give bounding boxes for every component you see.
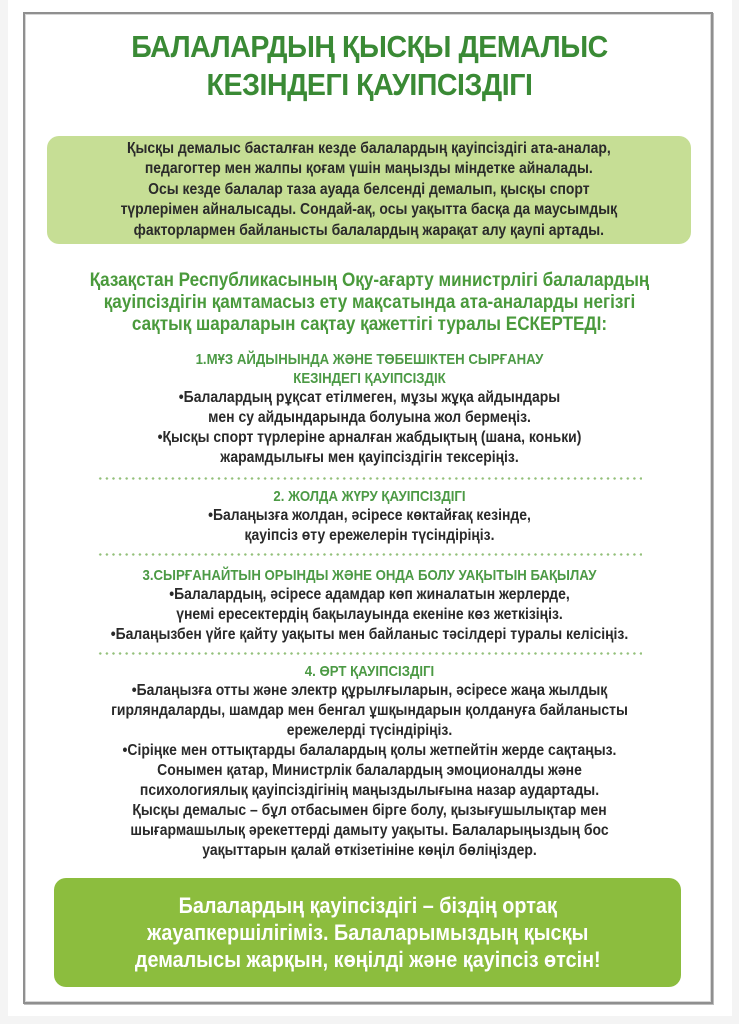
body-line: •Балаңызға отты және электр құрылғыларын, әсіресе жаңа жылдық	[131, 682, 608, 699]
section-body	[73, 681, 666, 861]
title-line-2: КЕЗІНДЕГІ ҚАУІПСІЗДІГІ	[206, 67, 533, 102]
section-road-safety	[60, 487, 679, 546]
intro-line: Қысқы демалыс басталған кезде балалардың қауіпсіздігі ата-аналар,	[127, 139, 611, 157]
closing-message-box	[54, 878, 681, 987]
body-line: психологиялық қауіпсіздігінің маңыздылығына назар аудартады.	[139, 782, 600, 799]
section-heading	[80, 566, 660, 585]
section-heading	[97, 350, 642, 388]
intro-line: педагогтер мен жалпы қоғам үшін маңызды міндетке айналады.	[145, 160, 593, 178]
ministry-warning	[73, 270, 666, 336]
body-line: Сонымен қатар, Министрлік балалардың эмоционалды және	[157, 762, 582, 779]
body-line: қауіпсіз өту ережелерін түсіндіріңіз.	[244, 527, 495, 544]
intro-text	[121, 139, 618, 242]
intro-line: факторлармен байланысты балалардың жарақат алу қаупі артады.	[133, 221, 605, 239]
section-body	[91, 506, 648, 546]
warning-line: Қазақстан Республикасының Оқу-ағарту министрлігі балалардың	[89, 270, 650, 291]
section-heading	[97, 487, 642, 506]
body-line: мен су айдындарында болуына жол бермеңіз.	[208, 409, 531, 426]
heading-line: 4. ӨРТ ҚАУІПСІЗДІГІ	[304, 663, 435, 680]
body-line: •Қысқы спорт түрлеріне арналған жабдықтың (шана, коньки)	[157, 429, 582, 446]
body-line: гирляндаларды, шамдар мен бенгал ұшқындарын қолдануға байланысты	[111, 702, 628, 719]
closing-line: Балалардың қауіпсіздігі – біздің ортақ	[178, 893, 557, 918]
section-body	[73, 585, 666, 645]
dotted-divider	[97, 652, 642, 655]
intro-box	[47, 136, 691, 244]
body-line: Қысқы демалыс – бұл отбасымен бірге болу, қызығушылықтар мен	[132, 802, 607, 819]
closing-line: демалысы жарқын, көңілді және қауіпсіз өтсін!	[134, 947, 601, 972]
warning-line: сақтық шараларын сақтау қажеттігі туралы ЕСКЕРТЕДІ:	[131, 314, 608, 335]
body-line: •Балалардың рұқсат етілмеген, мұзы жұқа айдындары	[178, 389, 561, 406]
heading-line: КЕЗІНДЕГІ ҚАУІПСІЗДІК	[293, 370, 446, 387]
title-line-1: БАЛАЛАРДЫҢ ҚЫСҚЫ ДЕМАЛЫС	[131, 29, 608, 64]
body-line: уақыттарын қалай өткізетініне көңіл бөліңіздер.	[202, 842, 537, 859]
body-line: •Сіріңке мен оттықтарды балалардың қолы жетпейтін жерде сақтаңыз.	[122, 742, 617, 759]
heading-line: 2. ЖОЛДА ЖҮРУ ҚАУІПСІЗДІГІ	[273, 488, 466, 505]
body-line: жарамдылығы мен қауіпсіздігін тексеріңіз.	[220, 449, 519, 466]
warning-line: қауіпсіздігін қамтамасыз ету мақсатында ата-аналарды негізгі	[103, 292, 636, 313]
heading-line: 3.СЫРҒАНАЙТЫН ОРЫНДЫ ЖӘНЕ ОНДА БОЛУ УАҚЫТЫН БАҚЫЛАУ	[142, 567, 597, 584]
intro-line: түрлерімен айналысады. Сондай-ақ, осы уақытта басқа да маусымдық	[120, 201, 618, 219]
body-line: •Балаңызға жолдан, әсіресе көктайғақ кезінде,	[208, 507, 531, 524]
body-line: шығармашылық әрекеттерді дамыту уақыты. Балаларыңыздың бос	[130, 822, 609, 839]
poster-title	[30, 28, 710, 104]
dotted-divider	[97, 477, 642, 480]
section-body	[91, 388, 648, 468]
dotted-divider	[97, 553, 642, 556]
heading-line: 1.МҰЗ АЙДЫНЫНДА ЖӘНЕ ТӨБЕШІКТЕН СЫРҒАНАУ	[195, 351, 544, 368]
section-heading	[80, 662, 660, 681]
intro-line: Осы кезде балалар таза ауада белсенді демалып, қысқы спорт	[148, 180, 590, 198]
section-sledding-supervision	[40, 566, 699, 645]
body-line: •Балалардың, әсіресе адамдар көп жиналатын жерлерде,	[169, 586, 570, 603]
section-ice-safety	[60, 350, 679, 468]
closing-text	[135, 892, 601, 973]
body-line: үнемі ересектердің бақылауында екеніне көз жеткізіңіз.	[176, 606, 563, 623]
body-line: ережелерді түсіндіріңіз.	[286, 722, 453, 739]
section-fire-safety	[40, 662, 699, 861]
body-line: •Балаңызбен үйге қайту уақыты мен байланыс тәсілдері туралы келісіңіз.	[110, 626, 629, 643]
closing-line: жауапкершілігіміз. Балаларымыздың қысқы	[146, 920, 589, 945]
